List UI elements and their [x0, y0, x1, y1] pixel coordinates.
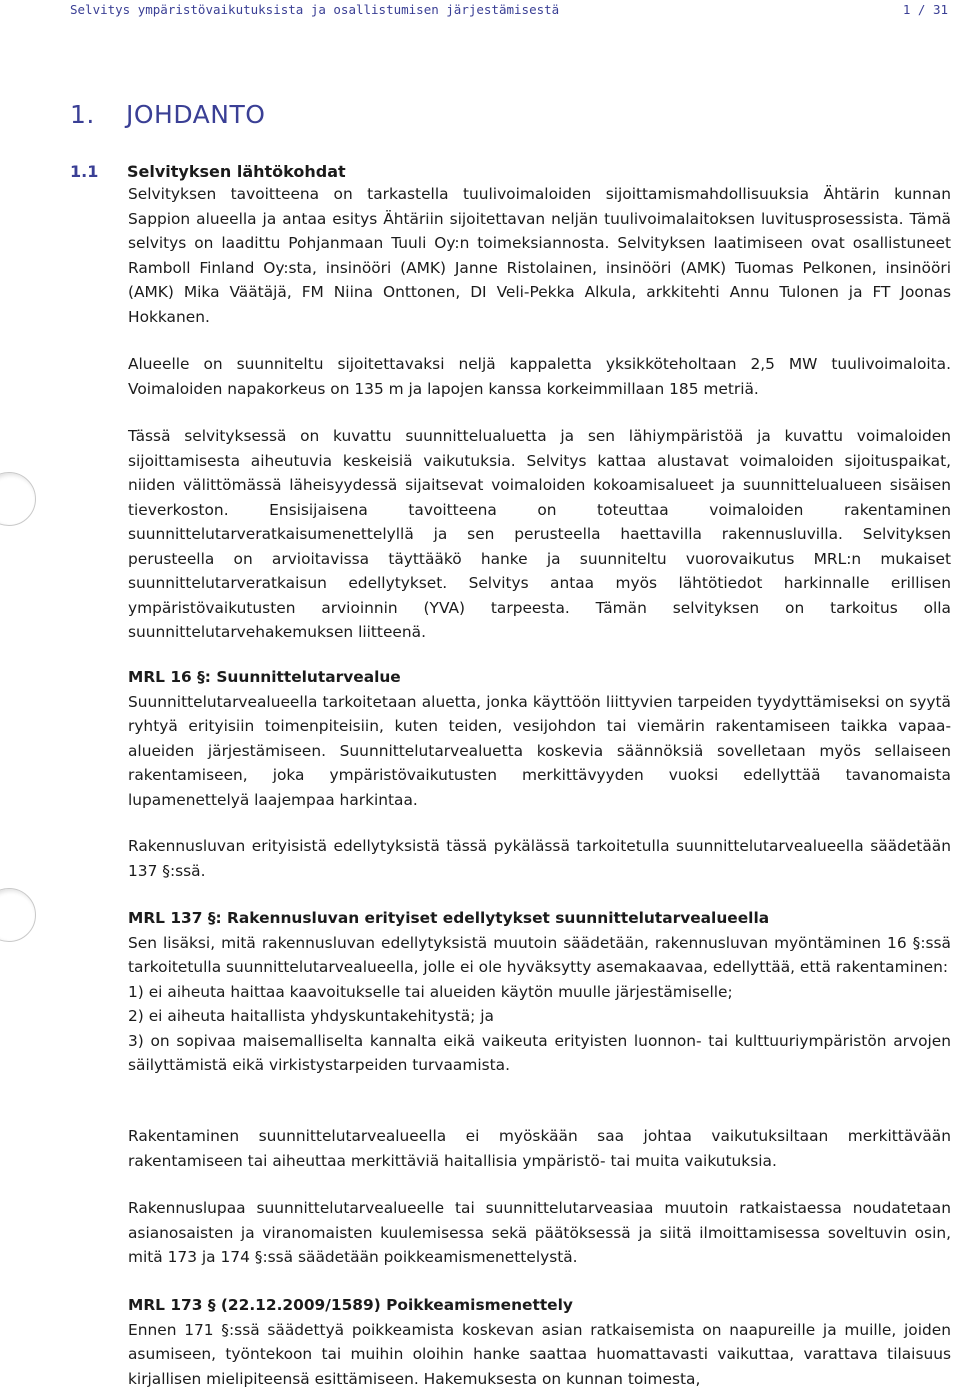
mrl173-body: Ennen 171 §:ssä säädettyä poikkeamista koskevan asian ratkaisemista on naapureille ja muille, joiden asumiseen, työntekoon tai muihin oloihin hanke saattaa huomattavasti vaikuttaa, varattava tilaisuus kirjallisen mielipiteensä esittämiseen. Hakemuksesta on kunnan toimesta,	[128, 1320, 951, 1388]
section-heading	[70, 162, 346, 181]
turbines-block	[128, 352, 951, 401]
mrl137-item-3: 3) on sopivaa maisemalliselta kannalta eikä vaikeuta erityisten luonnon- tai kulttuuriympäristön arvojen säilyttämistä eikä virkistystarpeiden turvaamista.	[128, 1031, 951, 1074]
mrl137-lead: Sen lisäksi, mitä rakennusluvan edellytyksistä muutoin säädetään, rakennusluvan myöntäminen 16 §:ssä tarkoitetulla suunnittelutarvealueella, jolle ei ole hyväksytty asemakaavaa, edellyttää, että rakentaminen:	[128, 933, 951, 976]
mrl137-para2: Rakentaminen suunnittelutarvealueella ei myöskään saa johtaa vaikutuksiltaan merkittävään rakentamiseen tai aiheuttaa merkittäviä haitallisia ympäristö- tai muita vaikutuksia.	[128, 1127, 951, 1170]
scope-paragraph: Tässä selvityksessä on kuvattu suunnittelualuetta ja sen lähiympäristöä ja kuvattu voimaloiden sijoittamisesta aiheutuvia keskeisiä vaikutuksia. Selvitys kattaa alustavat voimaloiden sijoituspaikat, niiden välittömässä läheisyydessä sijaitsevat voimaloiden kokoamisalueet ja suunnittelualueen sisäisen tieverkoston. Ensisijaisena tavoitteena on toteuttaa voimaloiden rakentaminen suunnittelutarveratkaisumenettelyllä ja sen perusteella haettavilla rakennusluvilla. Selvityksen perusteella on arvioitavissa täyttääkö hanke ja suunniteltu vuorovaikutus MRL:n mukaiset suunnittelutarveratkaisun edellytykset. Selvitys antaa myös lähtötiedot harkinnalle erillisen ympäristövaikutusten arvioinnin (YVA) tarpeesta. Tämän selvityksen on tarkoitus olla suunnittelutarvehakemuksen liitteenä.	[128, 427, 951, 641]
chapter-heading	[70, 100, 265, 129]
mrl137-para2-block	[128, 1124, 951, 1173]
mrl137-para3-block	[128, 1196, 951, 1270]
mrl137-block	[128, 906, 951, 1078]
mrl16-heading: MRL 16 §: Suunnittelutarvealue	[128, 668, 401, 686]
document-title: Selvitys ympäristövaikutuksista ja osallistumisen järjestämisestä	[70, 1, 560, 17]
mrl137-item-1: 1) ei aiheuta haittaa kaavoitukselle tai alueiden käytön muulle järjestämiselle;	[128, 982, 733, 1001]
binder-hole-bottom	[0, 888, 36, 942]
section-number: 1.1	[70, 162, 99, 181]
chapter-title: JOHDANTO	[126, 100, 266, 129]
page-number: 1 / 31	[902, 1, 948, 17]
mrl137-item-2: 2) ei aiheuta haitallista yhdyskuntakehitystä; ja	[128, 1007, 494, 1025]
mrl16-body: Suunnittelutarvealueella tarkoitetaan aluetta, jonka käyttöön liittyvien tarpeiden tyydyttämiseksi on syytä ryhtyä erityisiin toimenpiteisiin, kuten teiden, vesijohdon tai viemärin rakentamiseen taikka vapaa-alueiden järjestämiseen. Suunnittelutarvealuetta koskevia säännöksiä sovelletaan myös sellaiseen rakentamiseen, joka ympäristövaikutusten merkittävyyden vuoksi edellyttää tavanomaista lupamenettelyä laajempaa harkintaa.	[128, 692, 951, 809]
mrl16-block	[128, 665, 951, 812]
mrl173-block	[128, 1293, 951, 1391]
mrl16-note: Rakennusluvan erityisistä edellytyksistä tässä pykälässä tarkoitetulla suunnittelutarvealueella säädetään 137 §:ssä.	[128, 837, 951, 880]
scope-block	[128, 424, 951, 645]
chapter-number: 1.	[70, 100, 95, 129]
intro-block	[128, 182, 951, 329]
mrl137-heading: MRL 137 §: Rakennusluvan erityiset edellytykset suunnittelutarvealueella	[128, 909, 770, 927]
turbines-paragraph: Alueelle on suunniteltu sijoitettavaksi neljä kappaletta yksikköteholtaan 2,5 MW tuulivoimaloita. Voimaloiden napakorkeus on 135 m ja lapojen kanssa korkeimmillaan 185 metriä.	[128, 355, 951, 398]
intro-paragraph: Selvityksen tavoitteena on tarkastella tuulivoimaloiden sijoittamismahdollisuuksia Ähtärin kunnan Sappion alueella ja antaa esitys Ähtäriin sijoitettavan neljän tuulivoimalaitoksen luvitusprosessista. Tämä selvitys on laadittu Pohjanmaan Tuuli Oy:n toimeksiannosta. Selvityksen laatimiseen ovat osallistuneet Ramboll Finland Oy:sta, insinööri (AMK) Janne Ristolainen, insinööri (AMK) Tuomas Pelkonen, insinööri (AMK) Mika Väätäjä, FM Niina Onttonen, DI Veli-Pekka Alkula, arkkitehti Annu Tulonen ja FT Joonas Hokkanen.	[128, 185, 951, 326]
mrl16-note-block	[128, 834, 951, 883]
binder-hole-top	[0, 472, 36, 526]
running-header	[70, 0, 948, 18]
mrl173-heading: MRL 173 § (22.12.2009/1589) Poikkeamismenettely	[128, 1296, 573, 1314]
mrl137-para3: Rakennuslupaa suunnittelutarvealueelle tai suunnittelutarveasiaa muutoin ratkaistaessa noudatetaan asianosaisten ja viranomaisten kuulemisessa sekä päätöksessä ja siitä ilmoittamisessa soveltuvin osin, mitä 173 ja 174 §:ssä säädetään poikkeamismenettelystä.	[128, 1199, 951, 1266]
section-title: Selvityksen lähtökohdat	[127, 162, 346, 181]
